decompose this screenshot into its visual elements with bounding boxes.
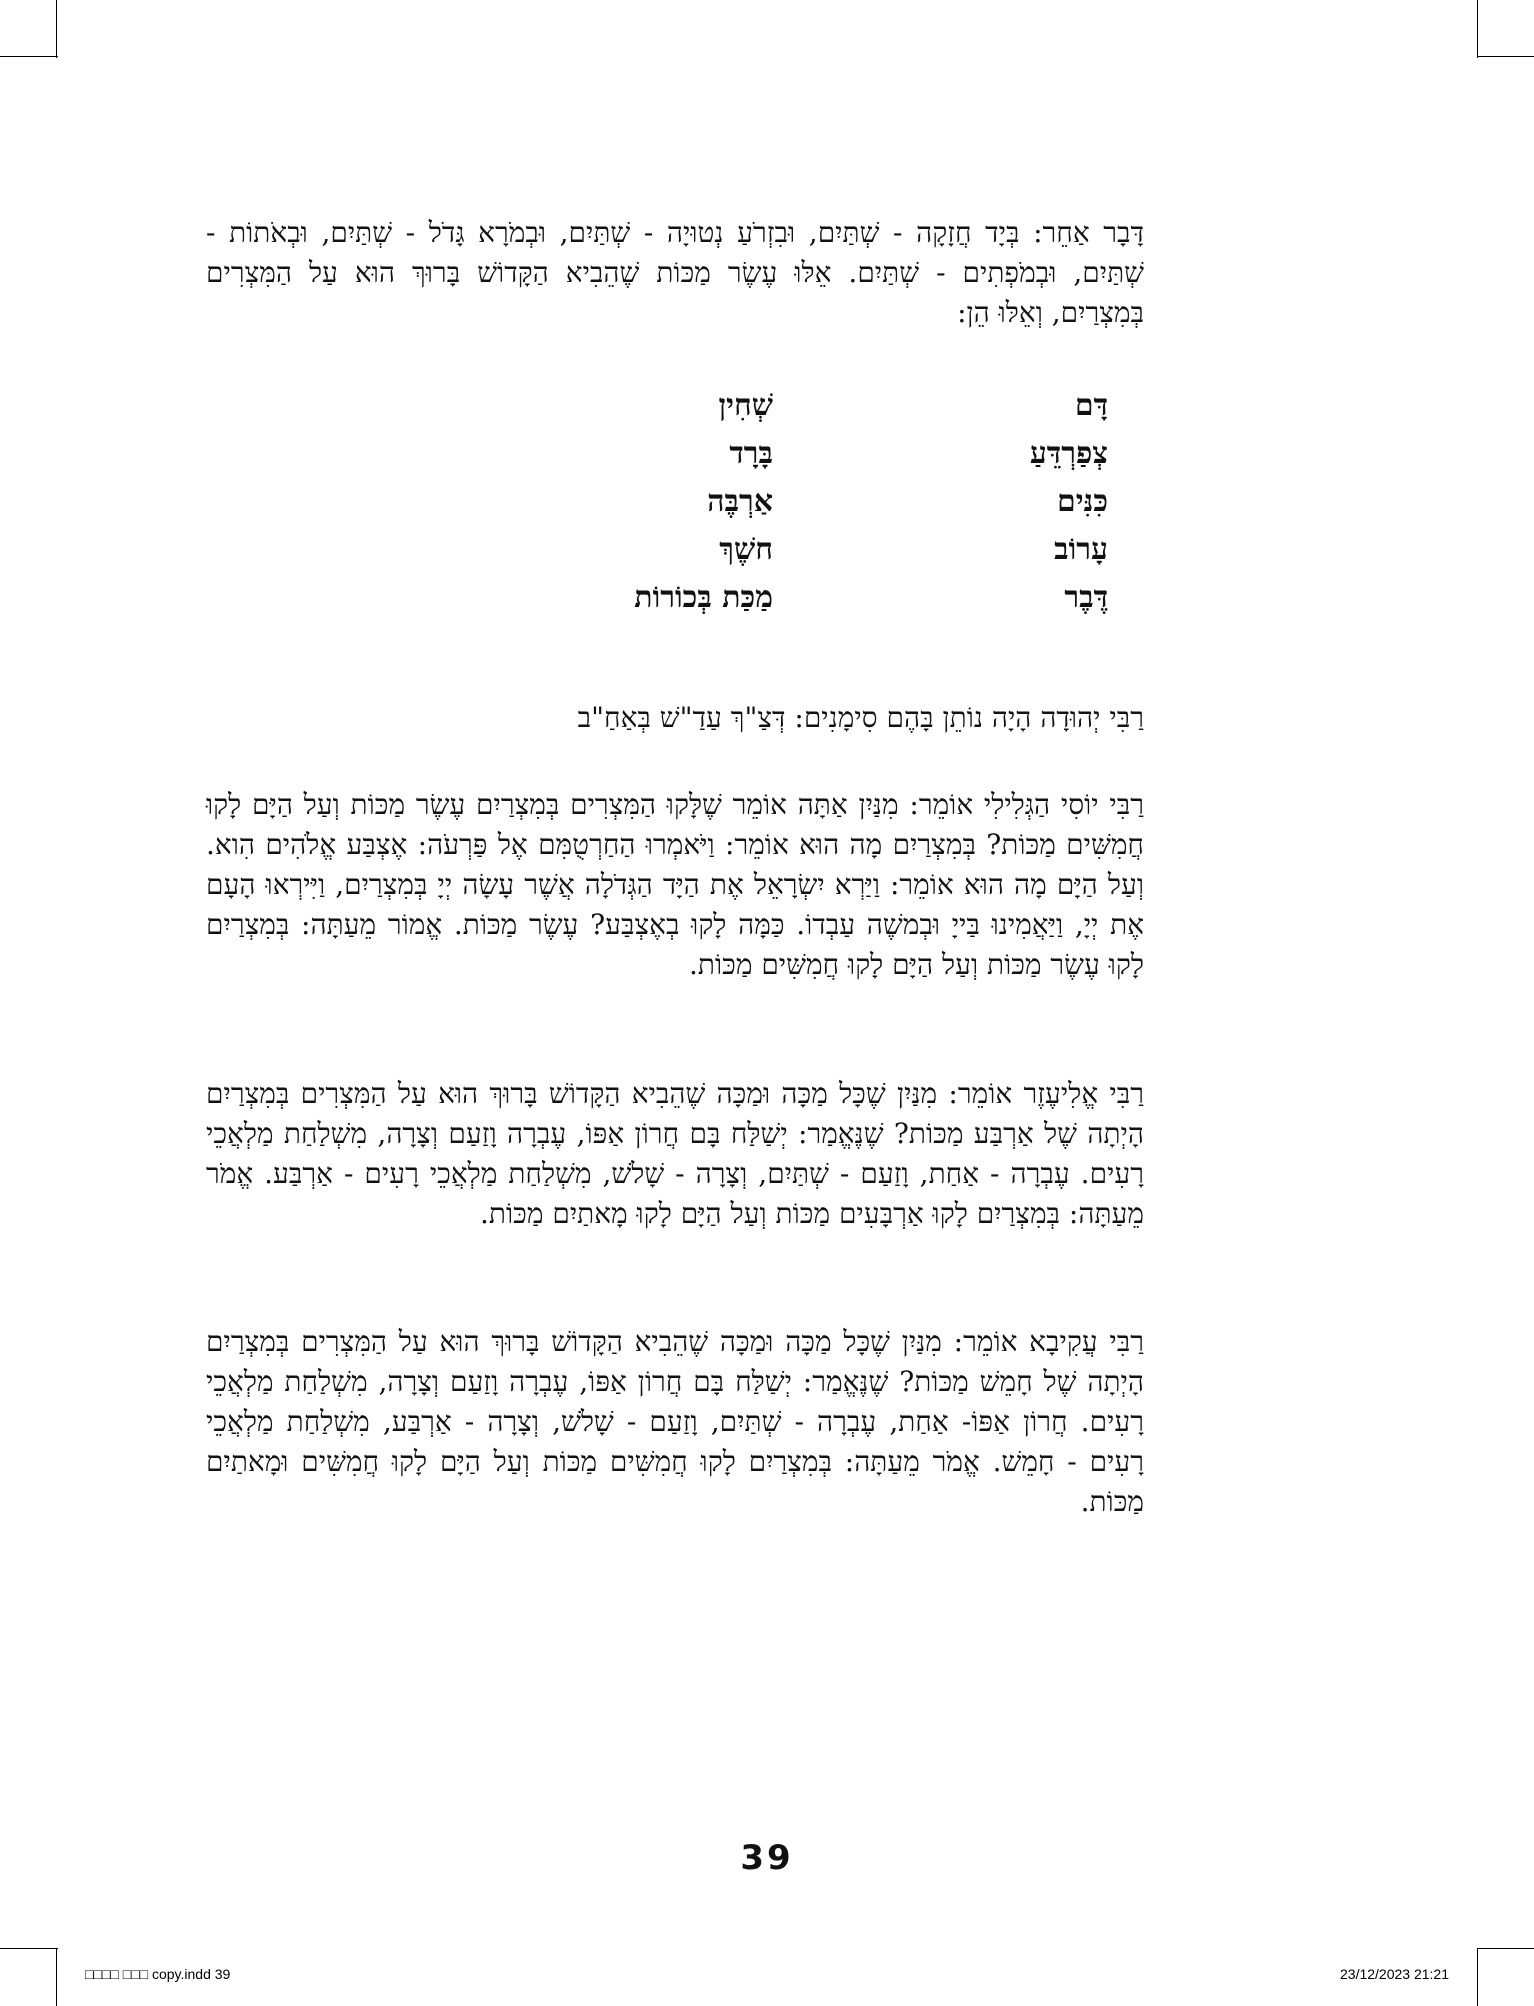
plague-item: עָרוֹב [1054, 532, 1108, 567]
plague-item: כִּנִּים [1056, 484, 1108, 519]
paragraph-rabbi-yosi: רַבִּי יוֹסִי הַגְּלִילִי אוֹמֵר: מִנַּיִן אַתָּה אוֹמֵר שֶׁלָּקוּ הַמִּצְרִים בְּמִצְרַיִם עֶשֶׂר מַכּוֹת וְעַל הַיָּם לָקוּ חֲמִשִּׁים מַכּוֹת? בְּמִצְרַיִם מָה הוּא אוֹמֵר: וַיֹּאמְרוּ הַחַרְטֻמִּם אֶל פַּרְעֹה: אֶצְבַּע אֱלֹהִים הִוא. וְעַל הַיָּם מָה הוּא אוֹמֵר: וַיַּרְא יִשְׂרָאֵל אֶת הַיָּד הַגְּדֹלָה אֲשֶׁר עָשָׂה יְיָ בְּמִצְרַיִם, וַיִּירְאוּ הָעָם אֶת יְיָ, וַיַּאֲמִינוּ בַּייָ וּבְמשֶׁה עַבְדוֹ. כַּמָּה לָקוּ בְאֶצְבַּע? עֶשֶׂר מַכּוֹת. אֱמוֹר מֵעַתָּה: בְּמִצְרַיִם לָקוּ עֶשֶׂר מַכּוֹת וְעַל הַיָּם לָקוּ חֲמִשִּׁים מַכּוֹת. [206, 788, 1144, 981]
crop-mark [1477, 1948, 1534, 1949]
plagues-column-left [634, 382, 773, 622]
plague-item: חשֶׁךְ [719, 532, 773, 567]
paragraph-rabbi-akiva: רַבִּי עֲקִיבָא אוֹמֵר: מִנַּיִן שֶׁכָּל מַכָּה וּמַכָּה שֶׁהֵבִיא הַקָּדוֹשׁ בָּרוּךְ הוּא עַל הַמִּצְרִים בְּמִצְרַיִם הָיְתָה שֶׁל חָמֵשׁ מַכּוֹת? שֶׁנֶּאֱמַר: יְשַׁלַּח בָּם חֲרוֹן אַפּוֹ, עֶבְרָה וָזַעַם וְצָרָה, מִשְׁלַחַת מַלְאֲכֵי רָעִים. חֲרוֹן אַפּוֹ- אַחַת, עֶבְרָה - שְׁתַּיִם, וָזַעַם - שָׁלֹשׁ, וְצָרָה - אַרְבַּע, מִשְׁלַחַת מַלְאֲכֵי רָעִים - חָמֵשׁ. אֱמֹר מֵעַתָּה: בְּמִצְרַיִם לָקוּ חֲמִשִּׁים מַכּוֹת וְעַל הַיָּם לָקוּ חֲמִשִּׁים וּמָאתַיִם מַכּוֹת. [206, 1325, 1145, 1518]
plague-item: דָּם [1074, 388, 1108, 423]
paragraph-davar-acher: דָּבָר אַחֵר: בְּיָד חֲזָקָה - שְׁתַּיִם, וּבִזְרֹעַ נְטוּיָה - שְׁתַּיִם, וּבְמֹרָא גָּדֹל - שְׁתַּיִם, וּבְאֹתוֹת - שְׁתַּיִם, וּבְמֹפְתִים - שְׁתַּיִם. אֵלּוּ עֶשֶׂר מַכּוֹת שֶׁהֵבִיא הַקָּדוֹשׁ בָּרוּךְ הוּא עַל הַמִּצְרִים בְּמִצְרַיִם, וְאֵלּוּ הֵן: [206, 216, 1144, 329]
crop-mark [1477, 1948, 1478, 2006]
plague-item: אַרְבֶּה [707, 484, 773, 519]
print-slug-filename: □□□□ □□□ copy.indd 39 [85, 1966, 231, 1982]
plague-item: בָּרָד [729, 436, 773, 471]
crop-mark [0, 1948, 58, 1949]
crop-mark [56, 1948, 57, 2006]
plagues-column-right [1030, 382, 1108, 622]
crop-mark [1477, 56, 1534, 57]
plague-item: שְׁחִין [718, 388, 773, 423]
print-slug-timestamp: 23/12/2023 21:21 [1340, 1966, 1449, 1982]
page-number: 39 [740, 1838, 794, 1878]
plague-item: צְפַרְדֵּעַ [1029, 436, 1108, 471]
paragraph-rabbi-eliezer: רַבִּי אֱלִיעֶזֶר אוֹמֵר: מִנַּיִן שֶׁכָּל מַכָּה וּמַכָּה שֶׁהֵבִיא הַקָּדוֹשׁ בָּרוּךְ הוּא עַל הַמִּצְרִים בְּמִצְרַיִם הָיְתָה שֶׁל אַרְבַּע מַכּוֹת? שֶׁנֶּאֱמַר: יְשַׁלַּח בָּם חֲרוֹן אַפּוֹ, עֶבְרָה וָזַעַם וְצָרָה, מִשְׁלַחַת מַלְאֲכֵי רָעִים. עֶבְרָה - אַחַת, וָזַעַם - שְׁתַּיִם, וְצָרָה - שָׁלֹשׁ, מִשְׁלַחַת מַלְאֲכֵי רָעִים - אַרְבַּע. אֱמֹר מֵעַתָּה: בְּמִצְרַיִם לָקוּ אַרְבָּעִים מַכּוֹת וְעַל הַיָּם לָקוּ מָאתַיִם מַכּוֹת. [206, 1077, 1144, 1230]
crop-mark [56, 0, 57, 58]
crop-mark [1477, 0, 1478, 58]
crop-mark [0, 56, 58, 57]
plague-item: דֶּבֶר [1064, 580, 1108, 615]
paragraph-rabbi-yehuda: רַבִּי יְהוּדָה הָיָה נוֹתֵן בָּהֶם סִימָנִים: דְּצַ"ךְ עַדַ"שׁ בְּאַחַ"ב [577, 701, 1144, 734]
plague-item: מַכַּת בְּכוֹרוֹת [634, 580, 773, 615]
